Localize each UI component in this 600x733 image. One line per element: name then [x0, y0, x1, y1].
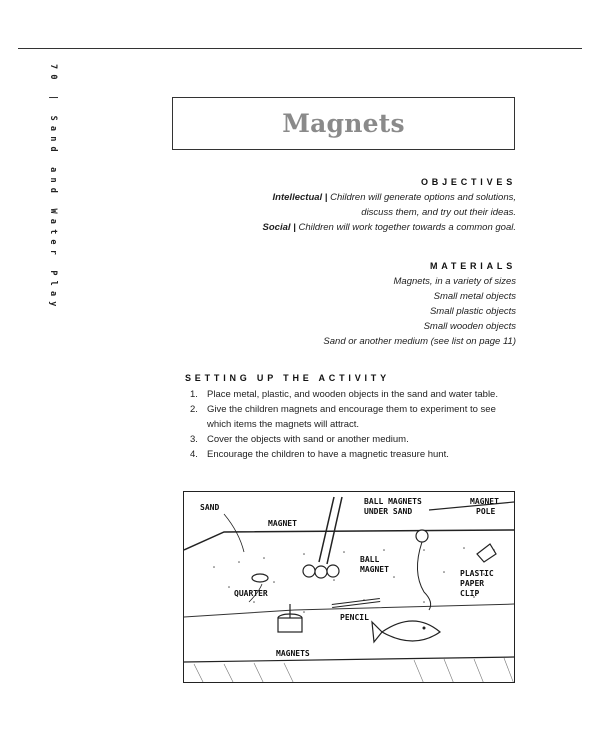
setup-steps: [190, 387, 520, 462]
material-item: Small plastic objects: [429, 306, 516, 317]
list-item: 4. Encourage the children to have a magnetic treasure hunt.: [190, 449, 449, 460]
list-item: 2. Give the children magnets and encourage them to experiment to see which items the magnets will attract.: [190, 404, 496, 430]
label-magnet: MAGNET: [268, 519, 297, 528]
setup-heading: SETTING UP THE ACTIVITY: [185, 373, 390, 383]
label-ball-magnets-2: UNDER SAND: [364, 507, 413, 516]
material-item: Small wooden objects: [423, 321, 516, 332]
material-item: Magnets, in a variety of sizes: [393, 276, 516, 287]
page-title: Magnets: [282, 109, 405, 138]
intellectual-line-2: discuss them, and try out their ideas.: [361, 207, 516, 218]
label-quarter: QUARTER: [234, 589, 268, 598]
material-item: Small metal objects: [433, 291, 516, 302]
materials-list: [323, 274, 516, 349]
illustration-drawing: [184, 492, 515, 683]
material-item: Sand or another medium (see list on page 11): [323, 336, 516, 347]
sand-table-illustration: [183, 491, 515, 683]
materials-heading: MATERIALS: [429, 261, 516, 271]
label-pencil: PENCIL: [340, 613, 369, 622]
label-plastic-clip-3: CLIP: [460, 589, 480, 598]
list-item: 3. Cover the objects with sand or another medium.: [190, 434, 409, 445]
label-magnet-pole-1: MAGNET: [470, 497, 499, 506]
label-plastic-clip-2: PAPER: [460, 579, 485, 588]
label-magnet-pole-2: POLE: [476, 507, 496, 516]
social-label: Social |: [262, 222, 296, 233]
label-ball-magnets-1: BALL MAGNETS: [364, 497, 422, 506]
label-ball-magnet-1: BALL: [360, 555, 380, 564]
social-line: Social | Children will work together towards a common goal.: [262, 222, 516, 233]
top-rule: [18, 48, 582, 49]
objectives-block: [263, 190, 516, 235]
label-plastic-clip-1: PLASTIC: [460, 569, 494, 578]
intellectual-line-1: Intellectual | Children will generate options and solutions,: [272, 192, 516, 203]
list-item: 1. Place metal, plastic, and wooden objects in the sand and water table.: [190, 389, 498, 400]
label-magnets: MAGNETS: [276, 649, 310, 658]
objectives-heading: OBJECTIVES: [420, 177, 516, 187]
running-head: 70 | Sand and Water Play: [48, 64, 58, 312]
title-box: [172, 97, 515, 150]
label-ball-magnet-2: MAGNET: [360, 565, 389, 574]
intellectual-label: Intellectual |: [272, 192, 328, 203]
label-sand: SAND: [200, 503, 220, 512]
